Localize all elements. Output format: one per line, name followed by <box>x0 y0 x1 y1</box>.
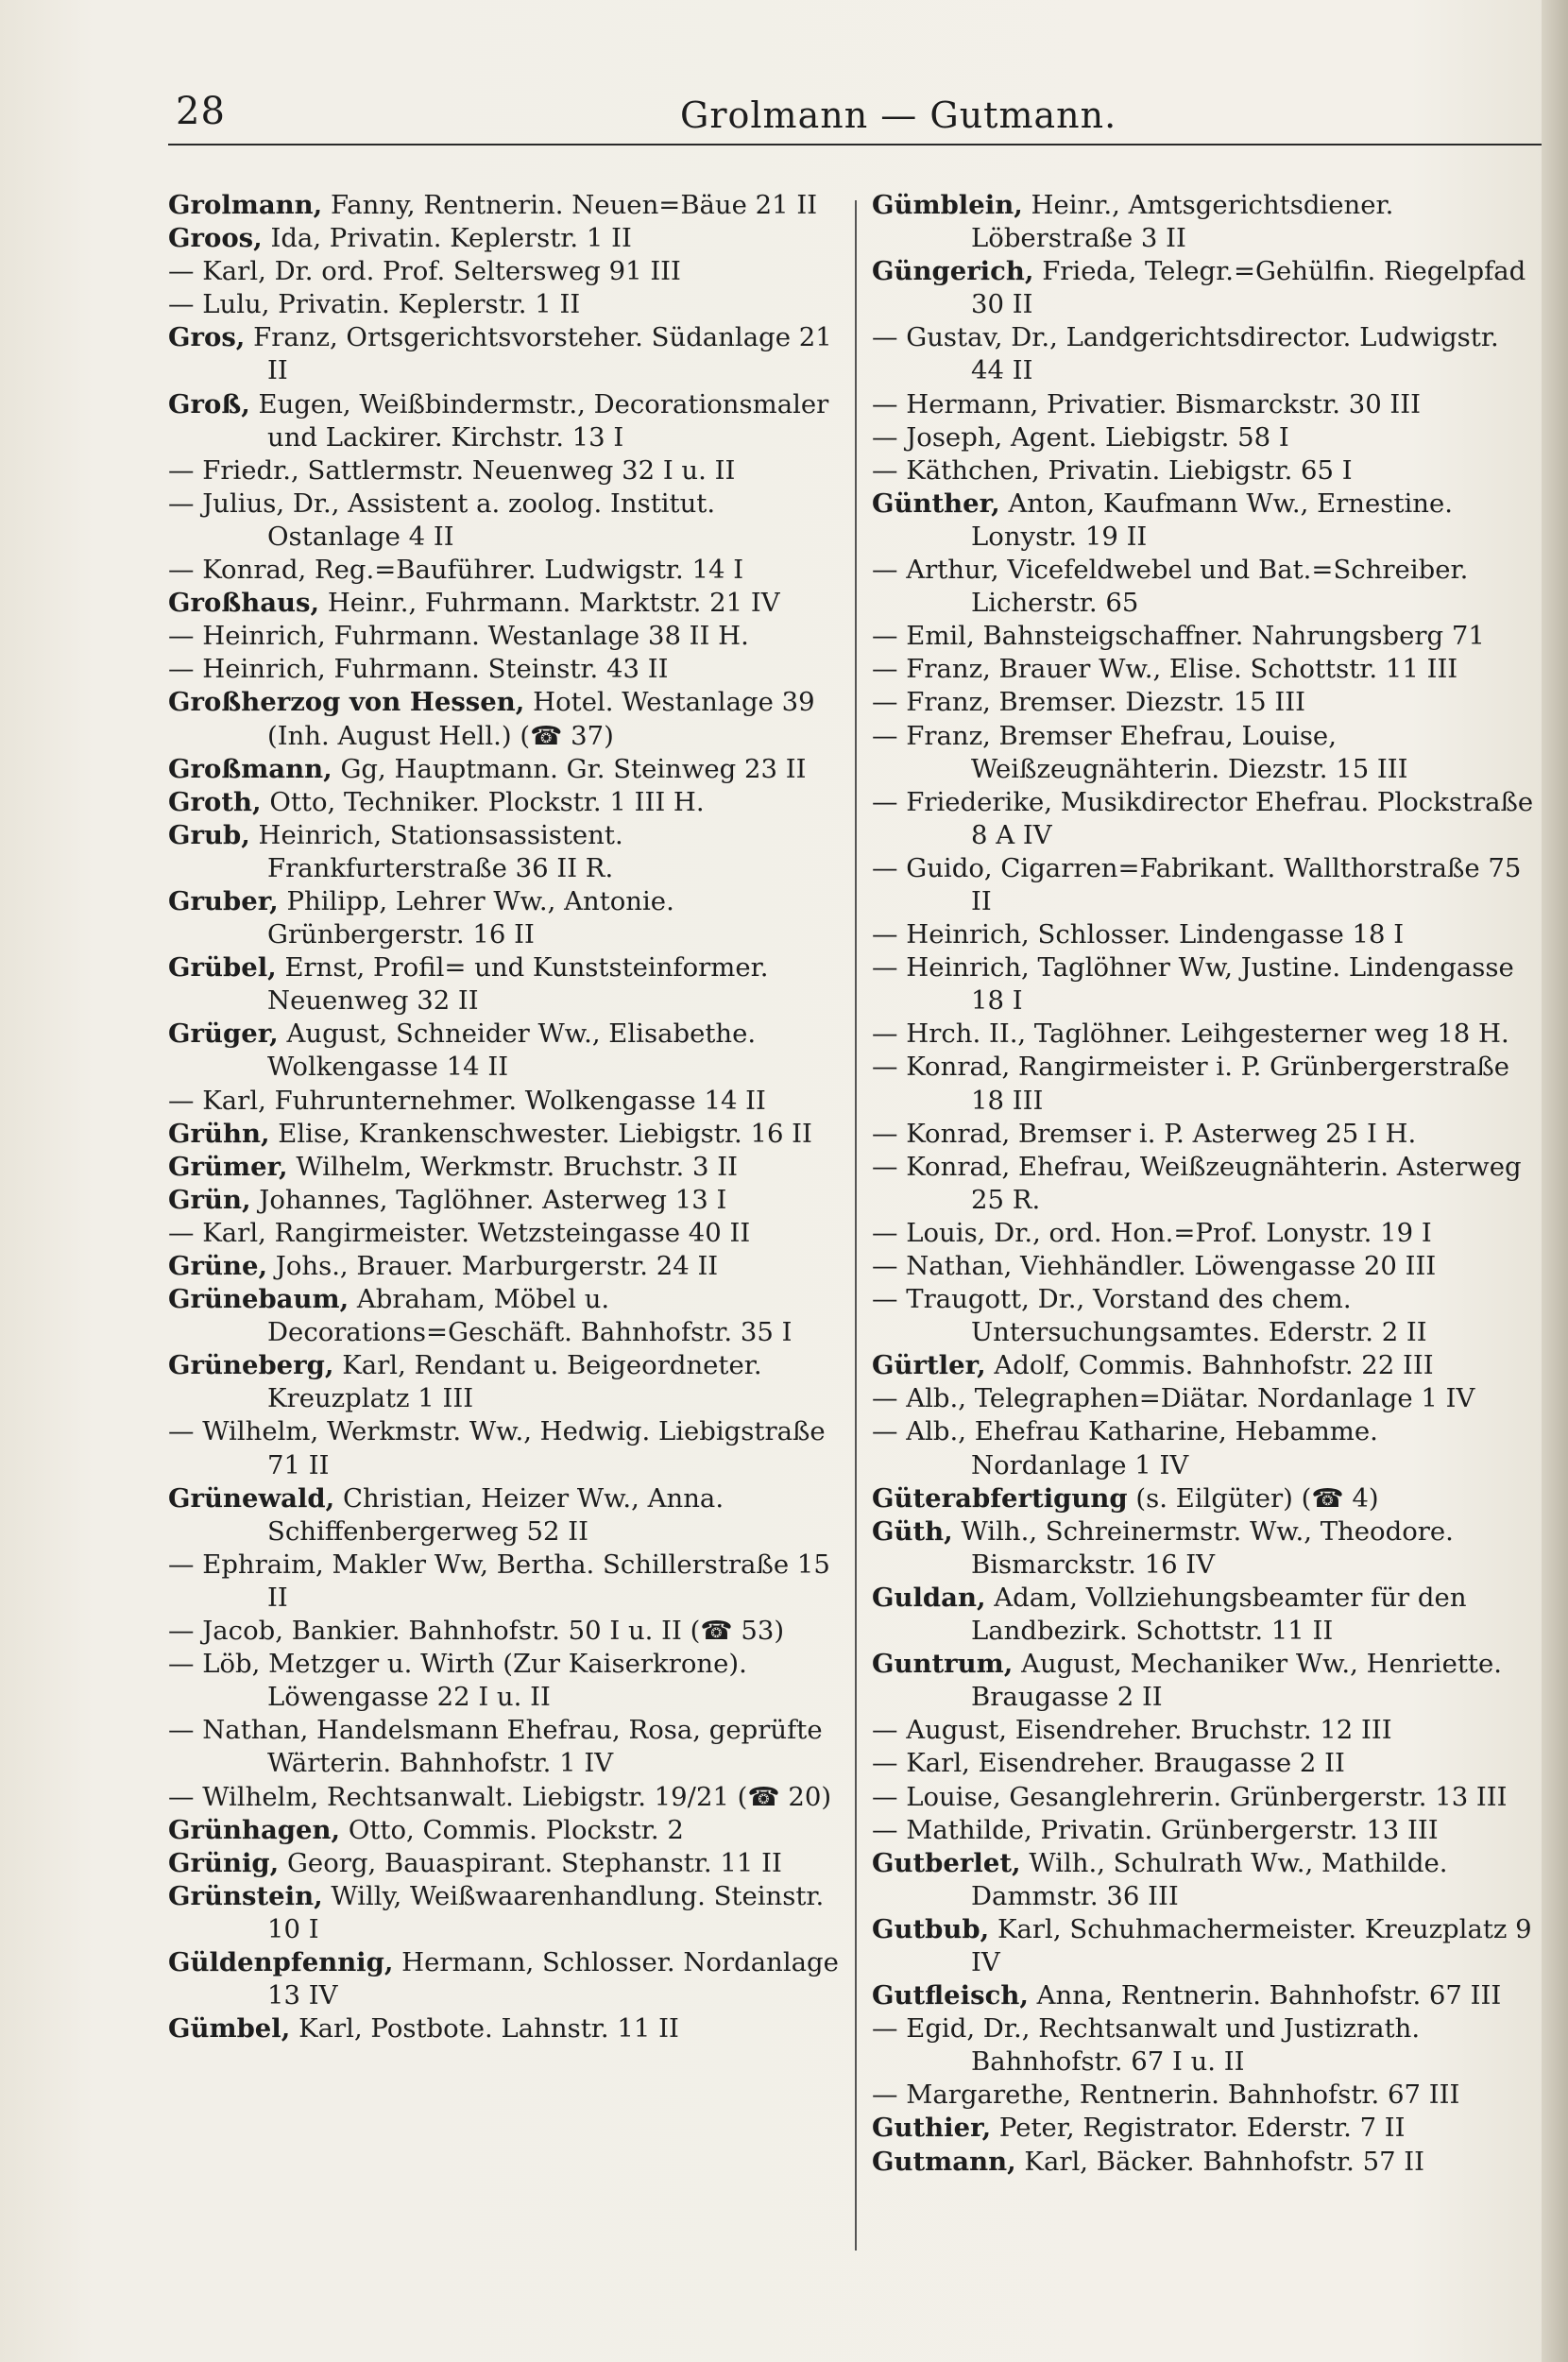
entry-details: — Alb., Telegraphen=Diätar. Nordanlage 1 IV <box>872 1383 1475 1414</box>
entry-surname: Guldan, <box>872 1582 986 1613</box>
directory-entry <box>168 288 839 321</box>
directory-entry <box>168 1814 839 1847</box>
entry-details: — Karl, Eisendreher. Braugasse 2 II <box>872 1748 1345 1779</box>
entry-details: — Friedr., Sattlermstr. Neuenweg 32 I u. II <box>168 454 736 486</box>
entry-details: Heinr., Amtsgerichtsdiener. Löberstraße 3 II <box>971 190 1394 254</box>
entry-details: Karl, Postbote. Lahnstr. 11 II <box>290 2013 679 2045</box>
directory-entry <box>872 2079 1538 2112</box>
entry-surname: Großherzog von Hessen, <box>168 687 525 718</box>
directory-entry <box>872 1349 1538 1382</box>
entry-surname: Grüneberg, <box>168 1350 334 1381</box>
entry-surname: Grünewald, <box>168 1482 335 1514</box>
entry-surname: Grub, <box>168 819 250 850</box>
entry-details: — Hermann, Privatier. Bismarckstr. 30 III <box>872 388 1422 419</box>
entry-surname: Gürtler, <box>872 1350 986 1381</box>
directory-entry <box>168 753 839 786</box>
entry-surname: Großhaus, <box>168 588 320 619</box>
entry-details: Philipp, Lehrer Ww., Antonie. Grünbergerstr. 16 II <box>267 885 674 950</box>
directory-entry <box>872 1217 1538 1250</box>
directory-entry <box>168 1549 839 1615</box>
entry-surname: Günther, <box>872 488 1000 519</box>
entry-details: — Franz, Bremser Ehefrau, Louise, Weißzeugnähterin. Diezstr. 15 III <box>872 720 1408 784</box>
directory-entry <box>872 388 1538 421</box>
directory-entry <box>872 1714 1538 1747</box>
entry-details: Heinr., Fuhrmann. Marktstr. 21 IV <box>319 588 780 619</box>
entry-surname: Großmann, <box>168 753 332 784</box>
entry-details: — Hrch. II., Taglöhner. Leihgesterner weg 18 H. <box>872 1018 1509 1050</box>
directory-entry <box>872 1415 1538 1481</box>
entry-details: Johs., Brauer. Marburgerstr. 24 II <box>267 1251 719 1281</box>
directory-entry <box>872 1382 1538 1415</box>
entry-details: Elise, Krankenschwester. Liebigstr. 16 II <box>269 1118 812 1149</box>
entry-surname: Grümer, <box>168 1151 288 1182</box>
directory-entry <box>872 1847 1538 1913</box>
directory-entry <box>872 2012 1538 2079</box>
directory-entry <box>872 255 1538 321</box>
directory-entry <box>872 1814 1538 1847</box>
left-column <box>168 189 839 2045</box>
directory-entry <box>872 1482 1538 1515</box>
directory-entry <box>872 918 1538 951</box>
entry-surname: Grüne, <box>168 1251 268 1281</box>
directory-entry <box>168 255 839 288</box>
directory-entry <box>168 1781 839 1814</box>
entry-details: Heinrich, Stationsassistent. Frankfurterstraße 36 II R. <box>249 819 623 883</box>
entry-surname: Gutfleisch, <box>872 1980 1029 2011</box>
directory-entry <box>168 1151 839 1184</box>
directory-entry <box>168 1250 839 1283</box>
entry-surname: Grünig, <box>168 1847 280 1878</box>
directory-entry <box>872 554 1538 620</box>
entry-details: Abraham, Möbel u. Decorations=Geschäft. Bahnhofstr. 35 I <box>267 1284 793 1348</box>
entry-surname: Grünhagen, <box>168 1814 341 1845</box>
entry-details: — Wilhelm, Werkmstr. Ww., Hedwig. Liebigstraße 71 II <box>168 1416 826 1481</box>
entry-details: Anna, Rentnerin. Bahnhofstr. 67 III <box>1028 1980 1502 2011</box>
entry-details: — Louise, Gesanglehrerin. Grünbergerstr. 13 III <box>872 1781 1508 1812</box>
directory-entry <box>872 1151 1538 1217</box>
page-number: 28 <box>176 90 226 133</box>
entry-surname: Grübel, <box>168 952 277 984</box>
entry-details: — August, Eisendreher. Bruchstr. 12 III <box>872 1715 1392 1746</box>
entry-details: — Heinrich, Taglöhner Ww, Justine. Lindengasse 18 I <box>872 952 1514 1017</box>
entry-details: — Franz, Brauer Ww., Elise. Schottstr. 11 III <box>872 654 1458 685</box>
entry-surname: Grüger, <box>168 1018 279 1050</box>
entry-details: Hermann, Schlosser. Nordanlage 13 IV <box>267 1946 839 2011</box>
entry-details: Adolf, Commis. Bahnhofstr. 22 III <box>985 1350 1434 1381</box>
entry-surname: Güterabfertigung <box>872 1482 1128 1514</box>
entry-details: August, Schneider Ww., Elisabethe. Wolkengasse 14 II <box>267 1018 757 1083</box>
entry-details: — Käthchen, Privatin. Liebigstr. 65 I <box>872 454 1353 486</box>
directory-entry <box>872 321 1538 387</box>
entry-surname: Gutberlet, <box>872 1847 1021 1878</box>
directory-entry <box>168 1615 839 1648</box>
entry-details: — Nathan, Handelsmann Ehefrau, Rosa, geprüfte Wärterin. Bahnhofstr. 1 IV <box>168 1715 823 1779</box>
directory-entry <box>872 1250 1538 1283</box>
directory-entry <box>872 1051 1538 1117</box>
entry-details: — Lulu, Privatin. Keplerstr. 1 II <box>168 289 581 320</box>
entry-details: Johannes, Taglöhner. Asterweg 13 I <box>250 1184 727 1215</box>
entry-details: — Konrad, Bremser i. P. Asterweg 25 I H. <box>872 1118 1417 1149</box>
entry-surname: Groos, <box>168 223 263 254</box>
entry-surname: Groß, <box>168 388 250 419</box>
entry-details: — Louis, Dr., ord. Hon.=Prof. Lonystr. 19 I <box>872 1217 1432 1248</box>
right-column <box>872 189 1538 2179</box>
entry-details: Frieda, Telegr.=Gehülfin. Riegelpfad 30 II <box>971 256 1526 320</box>
entry-details: Otto, Commis. Plockstr. 2 <box>340 1814 684 1845</box>
directory-entry <box>872 2112 1538 2145</box>
directory-entry <box>872 686 1538 719</box>
entry-details: Ida, Privatin. Keplerstr. 1 II <box>262 223 632 254</box>
entry-details: — Julius, Dr., Assistent a. zoolog. Institut. Ostanlage 4 II <box>168 488 716 552</box>
directory-entry <box>872 1913 1538 1979</box>
directory-entry <box>872 189 1538 255</box>
entry-surname: Gros, <box>168 322 246 353</box>
entry-details: Anton, Kaufmann Ww., Ernestine. Lonystr. 19 II <box>971 488 1453 552</box>
directory-entry <box>168 488 839 554</box>
entry-details: Peter, Registrator. Ederstr. 7 II <box>991 2113 1406 2144</box>
entry-details: Gg, Hauptmann. Gr. Steinweg 23 II <box>332 753 807 784</box>
entry-details: Otto, Techniker. Plockstr. 1 III H. <box>261 786 705 817</box>
directory-entry <box>168 1880 839 1946</box>
directory-entry <box>168 454 839 488</box>
directory-entry <box>872 852 1538 918</box>
directory-entry <box>872 1747 1538 1780</box>
directory-entry <box>872 1118 1538 1151</box>
directory-entry <box>872 620 1538 653</box>
entry-details: — Arthur, Vicefeldwebel und Bat.=Schreiber. Licherstr. 65 <box>872 555 1469 619</box>
entry-details: Christian, Heizer Ww., Anna. Schiffenbergerweg 52 II <box>267 1482 724 1547</box>
entry-surname: Güth, <box>872 1515 953 1547</box>
entry-details: — Wilhelm, Rechtsanwalt. Liebigstr. 19/21 (☎ 20) <box>168 1781 832 1812</box>
entry-details: — Joseph, Agent. Liebigstr. 58 I <box>872 421 1289 453</box>
entry-surname: Grün, <box>168 1184 251 1215</box>
directory-entry <box>168 554 839 587</box>
directory-entry <box>168 1482 839 1549</box>
directory-entry <box>168 1184 839 1217</box>
directory-entry <box>872 951 1538 1018</box>
entry-surname: Gutbub, <box>872 1913 990 1944</box>
entry-details: — Traugott, Dr., Vorstand des chem. Untersuchungsamtes. Ederstr. 2 II <box>872 1284 1427 1348</box>
directory-entry <box>872 454 1538 488</box>
entry-details: Wilhelm, Werkmstr. Bruchstr. 3 II <box>287 1151 738 1182</box>
entry-details: — Heinrich, Schlosser. Lindengasse 18 I <box>872 919 1405 950</box>
entry-details: — Gustav, Dr., Landgerichtsdirector. Ludwigstr. 44 II <box>872 322 1499 386</box>
entry-surname: Grolmann, <box>168 190 323 220</box>
entry-details: Adam, Vollziehungsbeamter für den Landbezirk. Schottstr. 11 II <box>971 1582 1467 1647</box>
directory-entry <box>872 2146 1538 2179</box>
directory-entry <box>168 189 839 222</box>
directory-entry <box>168 951 839 1018</box>
entry-details: — Margarethe, Rentnerin. Bahnhofstr. 67 III <box>872 2080 1460 2111</box>
entry-details: Eugen, Weißbindermstr., Decorationsmaler und Lackirer. Kirchstr. 13 I <box>249 388 829 453</box>
directory-entry <box>872 488 1538 554</box>
directory-entry <box>872 1018 1538 1051</box>
entry-details: — Karl, Dr. ord. Prof. Seltersweg 91 III <box>168 256 681 287</box>
entry-details: — Ephraim, Makler Ww, Bertha. Schillerstraße 15 II <box>168 1549 830 1613</box>
entry-surname: Groth, <box>168 786 262 817</box>
entry-surname: Güldenpfennig, <box>168 1946 394 1977</box>
entry-details: — Löb, Metzger u. Wirth (Zur Kaiserkrone). Löwengasse 22 I u. II <box>168 1649 747 1713</box>
page-edge <box>1542 0 1568 2362</box>
directory-entry <box>872 1648 1538 1714</box>
directory-entry <box>872 1283 1538 1349</box>
entry-surname: Grühn, <box>168 1118 270 1149</box>
directory-entry <box>168 653 839 686</box>
directory-entry <box>168 321 839 387</box>
directory-entry <box>168 620 839 653</box>
directory-entry <box>168 1648 839 1714</box>
entry-details: Willy, Weißwaarenhandlung. Steinstr. 10 I <box>267 1880 825 1944</box>
entry-surname: Grünstein, <box>168 1880 323 1911</box>
running-title: Grolmann — Gutmann. <box>680 94 1117 136</box>
entry-surname: Gruber, <box>168 885 279 916</box>
entry-surname: Gümbel, <box>168 2013 291 2045</box>
directory-entry <box>168 1118 839 1151</box>
directory-entry <box>168 1946 839 2012</box>
entry-details: — Jacob, Bankier. Bahnhofstr. 50 I u. II (☎ 53) <box>168 1616 785 1647</box>
entry-details: — Konrad, Ehefrau, Weißzeugnähterin. Asterweg 25 R. <box>872 1151 1522 1215</box>
entry-details: — Konrad, Rangirmeister i. P. Grünbergerstraße 18 III <box>872 1052 1510 1116</box>
directory-entry <box>168 1847 839 1880</box>
entry-details: Karl, Schuhmachermeister. Kreuzplatz 9 IV <box>971 1913 1532 1977</box>
entry-details: Georg, Bauaspirant. Stephanstr. 11 II <box>279 1847 782 1878</box>
directory-entry <box>872 1979 1538 2012</box>
directory-entry <box>168 1283 839 1349</box>
directory-entry <box>168 222 839 255</box>
entry-details: — Friederike, Musikdirector Ehefrau. Plockstraße 8 A IV <box>872 786 1534 850</box>
entry-details: — Guido, Cigarren=Fabrikant. Wallthorstraße 75 II <box>872 852 1522 916</box>
directory-entry <box>872 1582 1538 1648</box>
entry-details: August, Mechaniker Ww., Henriette. Braugasse 2 II <box>971 1649 1502 1713</box>
entry-details: Karl, Bäcker. Bahnhofstr. 57 II <box>1015 2146 1425 2177</box>
directory-entry <box>168 1349 839 1415</box>
entry-surname: Guthier, <box>872 2113 992 2144</box>
directory-entry <box>872 1515 1538 1582</box>
entry-surname: Gutmann, <box>872 2146 1016 2177</box>
entry-details: Franz, Ortsgerichtsvorsteher. Südanlage 21 II <box>245 322 832 386</box>
entry-details: Wilh., Schulrath Ww., Mathilde. Dammstr. 36 III <box>971 1847 1448 1911</box>
column-divider <box>855 200 857 2251</box>
directory-entry <box>168 1217 839 1250</box>
entry-details: — Heinrich, Fuhrmann. Westanlage 38 II H. <box>168 621 749 652</box>
entry-details: Fanny, Rentnerin. Neuen=Bäue 21 II <box>322 190 818 220</box>
directory-entry <box>168 1018 839 1084</box>
entry-details: Ernst, Profil= und Kunststeinformer. Neuenweg 32 II <box>267 952 769 1017</box>
entry-details: — Karl, Fuhrunternehmer. Wolkengasse 14 II <box>168 1085 766 1116</box>
entry-details: — Emil, Bahnsteigschaffner. Nahrungsberg 71 <box>872 621 1485 652</box>
directory-entry <box>872 786 1538 852</box>
entry-details: — Franz, Bremser. Diezstr. 15 III <box>872 687 1305 718</box>
directory-entry <box>872 720 1538 786</box>
entry-details: — Karl, Rangirmeister. Wetzsteingasse 40 II <box>168 1217 751 1248</box>
directory-entry <box>168 1415 839 1481</box>
directory-entry <box>168 2012 839 2045</box>
entry-details: — Konrad, Reg.=Bauführer. Ludwigstr. 14 I <box>168 555 744 586</box>
entry-surname: Guntrum, <box>872 1649 1014 1680</box>
entry-details: Wilh., Schreinermstr. Ww., Theodore. Bismarckstr. 16 IV <box>952 1515 1454 1580</box>
directory-entry <box>168 388 839 454</box>
directory-entry <box>168 587 839 620</box>
entry-surname: Güngerich, <box>872 256 1034 287</box>
directory-entry <box>168 686 839 752</box>
entry-details: Karl, Rendant u. Beigeordneter. Kreuzplatz 1 III <box>267 1350 762 1414</box>
entry-details: — Nathan, Viehhändler. Löwengasse 20 III <box>872 1251 1437 1281</box>
directory-entry <box>168 1714 839 1780</box>
directory-entry <box>872 1781 1538 1814</box>
header-rule <box>168 144 1547 145</box>
directory-entry <box>872 421 1538 454</box>
directory-entry <box>872 653 1538 686</box>
entry-surname: Grünebaum, <box>168 1284 349 1315</box>
entry-details: — Mathilde, Privatin. Grünbergerstr. 13 III <box>872 1814 1439 1845</box>
directory-entry <box>168 819 839 885</box>
directory-entry <box>168 786 839 819</box>
entry-details: Hotel. Westanlage 39 (Inh. August Hell.) (☎ 37) <box>267 687 815 751</box>
entry-details: (s. Eilgüter) (☎ 4) <box>1127 1482 1379 1514</box>
entry-details: — Egid, Dr., Rechtsanwalt und Justizrath. Bahnhofstr. 67 I u. II <box>872 2013 1421 2078</box>
directory-entry <box>168 1085 839 1118</box>
entry-details: — Heinrich, Fuhrmann. Steinstr. 43 II <box>168 654 669 685</box>
entry-details: — Alb., Ehefrau Katharine, Hebamme. Nordanlage 1 IV <box>872 1416 1378 1481</box>
directory-entry <box>168 885 839 951</box>
entry-surname: Gümblein, <box>872 190 1023 220</box>
